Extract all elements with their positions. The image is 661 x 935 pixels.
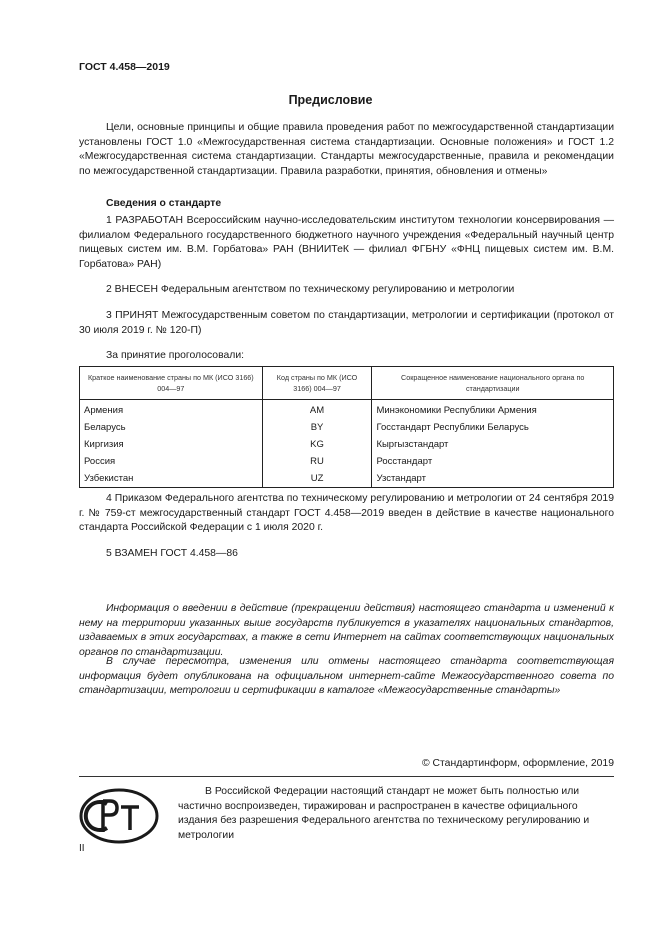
country-name-cell: Беларусь (80, 419, 263, 436)
header-standards-body: Сокращенное наименование национального органа по стандартизации (372, 367, 614, 400)
page-title: Предисловие (288, 93, 373, 107)
info-note-paragraph-1: Информация о введении в действие (прекращении действия) настоящего стандарта и изменений к нему на территории указанных выше государств публикуется в указателях национальных стандартов, издаваемых в этих государствах, а также в сети Интернет на сайтах соответствующих национальных органов по стандартизации. (79, 603, 614, 658)
item-order: 4 Приказом Федерального агентства по техническому регулированию и метрологии от 24 сентября 2019 г. № 759-ст межгосударственный стандарт ГОСТ 4.458—2019 введен в действие в качестве национального стандарта Российской Федерации с 1 июля 2020 г. (79, 493, 614, 533)
vote-label: За принятие проголосовали: (106, 350, 245, 361)
country-code-cell: UZ (262, 470, 372, 488)
country-name-cell: Узбекистан (80, 470, 263, 488)
country-code-cell: BY (262, 419, 372, 436)
standards-body-cell: Госстандарт Республики Беларусь (372, 419, 614, 436)
country-code-cell: RU (262, 453, 372, 470)
header-country-name: Краткое наименование страны по МК (ИСО 3166) 004—97 (80, 367, 263, 400)
copyright-line: © Стандартинформ, оформление, 2019 (421, 758, 614, 769)
country-name-cell: Россия (80, 453, 263, 470)
document-code-header: ГОСТ 4.458—2019 (79, 61, 170, 73)
country-name-cell: Киргизия (80, 436, 263, 453)
item-introduced: 2 ВНЕСЕН Федеральным агентством по техническому регулированию и метрологии (106, 284, 515, 295)
standards-body-cell: Узстандарт (372, 470, 614, 488)
intro-paragraph: Цели, основные принципы и общие правила проведения работ по межгосударственной стандартизации установлены ГОСТ 1.0 «Межгосударственная система стандартизации. Основные положения» и ГОСТ 1.2 «Межгосударственная система стандартизации. Стандарты межгосударственные, правила и рекомендации по межгосударственной стандартизации. Правила разработки, принятия, обновления и отмены» (79, 122, 614, 177)
standards-body-cell: Росстандарт (372, 453, 614, 470)
table-row (80, 400, 614, 420)
standards-body-cell: Минэкономики Республики Армения (372, 400, 614, 420)
rst-certification-mark-icon (79, 788, 159, 844)
item-adopted: 3 ПРИНЯТ Межгосударственным советом по стандартизации, метрологии и сертификации (протокол от 30 июля 2019 г. № 120-П) (79, 310, 614, 336)
country-code-cell: KG (262, 436, 372, 453)
table-row (80, 453, 614, 470)
country-name-cell: Армения (80, 400, 263, 420)
reproduction-notice: В Российской Федерации настоящий стандарт не может быть полностью или частично воспроизведен, тиражирован и распространен в качестве официального издания без разрешения Федерального агентства по техническому регулированию и метрологии (178, 786, 590, 841)
item-developed: 1 РАЗРАБОТАН Всероссийским научно-исследовательским институтом технологии консервирования — филиалом Федерального государственного бюджетного научного учреждения «Федеральный научный центр пищевых систем им. В.М. Горбатова» РАН (ВНИИТеК — филиал ФГБНУ «ФНЦ пищевых систем им. В.М. Горбатова» РАН) (79, 215, 614, 270)
header-country-code: Код страны по МК (ИСО 3166) 004—97 (262, 367, 372, 400)
page-number: II (79, 843, 85, 854)
table-row (80, 419, 614, 436)
info-note-paragraph-2: В случае пересмотра, изменения или отмены настоящего стандарта соответствующая информация будет опубликована на официальном интернет-сайте Межгосударственного совета по стандартизации, метрологии и сертификации в каталоге «Межгосударственные стандарты» (79, 656, 614, 696)
section-title: Сведения о стандарте (106, 198, 222, 209)
table-row (80, 470, 614, 488)
item-replaces: 5 ВЗАМЕН ГОСТ 4.458—86 (106, 548, 238, 559)
standards-body-cell: Кыргызстандарт (372, 436, 614, 453)
country-code-cell: AM (262, 400, 372, 420)
table-header-row (80, 367, 614, 400)
voting-table (79, 366, 614, 488)
divider-line (79, 776, 614, 777)
table-row (80, 436, 614, 453)
